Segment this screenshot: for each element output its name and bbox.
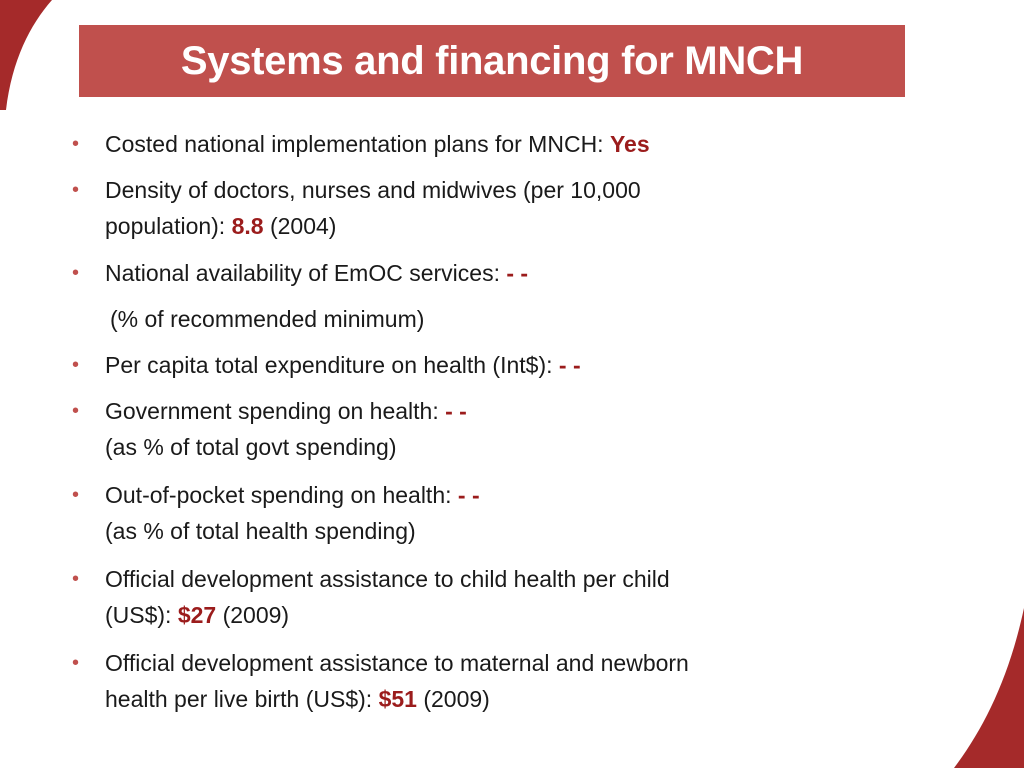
bullet-dot-icon: • bbox=[72, 354, 80, 376]
bullet-text: Official development assistance to maternal and newborn bbox=[105, 650, 689, 676]
bullet-line bbox=[105, 681, 865, 717]
bullet-line bbox=[105, 597, 865, 633]
bullet-text: (as % of total health spending) bbox=[105, 518, 416, 544]
bullet-text: National availability of EmOC services: bbox=[105, 260, 507, 286]
bullet-suffix: (2004) bbox=[263, 213, 337, 239]
bullet-line bbox=[105, 172, 865, 208]
bullet-health-worker-density bbox=[72, 172, 865, 244]
bullet-value: - - bbox=[457, 482, 480, 508]
bullet-dot-icon: • bbox=[72, 484, 80, 506]
bullet-value: - - bbox=[558, 352, 581, 378]
bullet-text: (US$): bbox=[105, 602, 178, 628]
bullet-text: Costed national implementation plans for MNCH: bbox=[105, 131, 610, 157]
bullet-government-spending bbox=[72, 393, 865, 465]
bullet-oda-child-health bbox=[72, 561, 865, 633]
bullet-text: population): bbox=[105, 213, 232, 239]
bullet-text: Out-of-pocket spending on health: bbox=[105, 482, 458, 508]
bullet-dot-icon: • bbox=[72, 262, 80, 284]
bullet-value: 8.8 bbox=[231, 213, 264, 239]
bullet-dot-icon: • bbox=[72, 133, 80, 155]
bullet-line bbox=[105, 645, 865, 681]
bullet-value: $51 bbox=[378, 686, 417, 712]
bullet-dot-icon: • bbox=[72, 400, 80, 422]
bullet-text: Official development assistance to child health per child bbox=[105, 566, 670, 592]
bullet-emoc-subline: (% of recommended minimum) bbox=[110, 306, 425, 332]
bullet-line bbox=[105, 347, 865, 383]
bullet-text: (as % of total govt spending) bbox=[105, 434, 397, 460]
bullet-dot-icon: • bbox=[72, 652, 80, 674]
bullet-dot-icon: • bbox=[72, 179, 80, 201]
bullet-text: Density of doctors, nurses and midwives (per 10,000 bbox=[105, 177, 641, 203]
bullet-line bbox=[105, 429, 865, 465]
bullet-value: - - bbox=[506, 260, 529, 286]
bullet-value: $27 bbox=[177, 602, 217, 628]
bullet-oda-maternal-newborn bbox=[72, 645, 865, 717]
bullet-text: health per live birth (US$): bbox=[105, 686, 379, 712]
bullet-line bbox=[105, 208, 865, 244]
bullet-line bbox=[105, 255, 865, 291]
bullet-suffix: (2009) bbox=[416, 686, 490, 712]
bullet-per-capita-expenditure bbox=[72, 347, 865, 383]
bullet-value: Yes bbox=[609, 131, 650, 157]
slide-title: Systems and financing for MNCH bbox=[180, 38, 804, 83]
bullet-line bbox=[105, 513, 865, 549]
bullet-dot-icon: • bbox=[72, 568, 80, 590]
bullet-line bbox=[105, 393, 865, 429]
bullet-text: Per capita total expenditure on health (Int$): bbox=[105, 352, 559, 378]
bullet-suffix: (2009) bbox=[216, 602, 290, 628]
bullet-costed-plans bbox=[72, 126, 865, 162]
bullet-emoc-availability bbox=[72, 255, 865, 291]
bullet-line bbox=[105, 126, 865, 162]
bullet-line bbox=[105, 477, 865, 513]
bullet-out-of-pocket bbox=[72, 477, 865, 549]
bullet-value: - - bbox=[445, 398, 467, 424]
bullet-text: Government spending on health: bbox=[105, 398, 446, 424]
bullet-line bbox=[105, 561, 865, 597]
